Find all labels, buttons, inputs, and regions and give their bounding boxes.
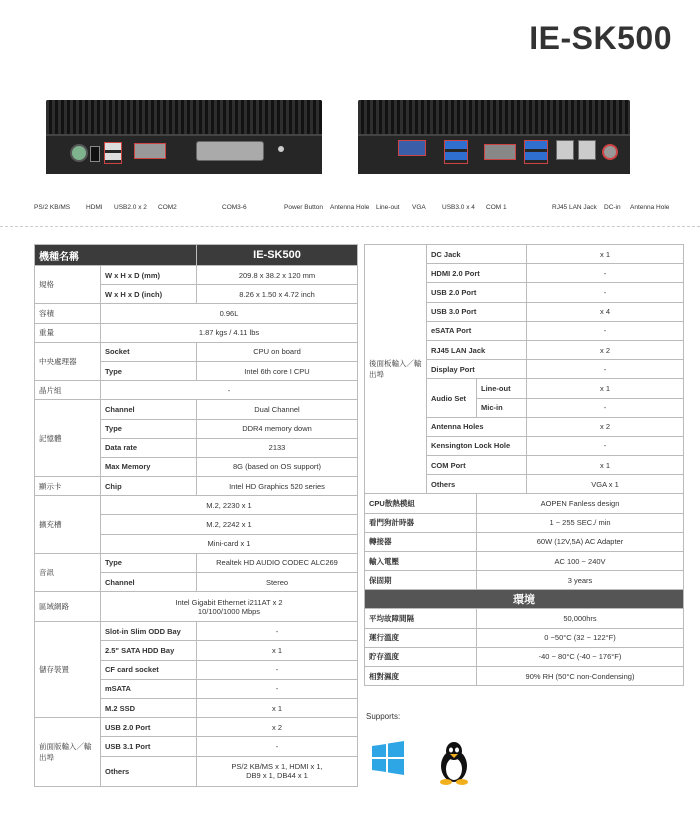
table-row xyxy=(35,622,358,641)
vga-port-icon xyxy=(398,140,426,156)
spec-label: HDMI 2.0 Port xyxy=(427,264,527,283)
header-label: 機種名稱 xyxy=(35,245,197,266)
spec-value: DDR4 memory down xyxy=(197,419,358,438)
table-row xyxy=(35,304,358,323)
spec-label: USB 3.0 Port xyxy=(427,302,527,321)
spec-value: - xyxy=(527,360,684,379)
callout-label: VGA xyxy=(412,204,426,211)
spec-value: Intel 6th core I CPU xyxy=(197,361,358,380)
spec-value: VGA x 1 xyxy=(527,475,684,494)
spec-category: 記憶體 xyxy=(35,400,101,477)
table-row xyxy=(35,592,358,622)
spec-value: 90% RH (50°C non-Condensing) xyxy=(477,666,684,685)
spec-value: Stereo xyxy=(197,573,358,592)
spec-value: x 1 xyxy=(527,379,684,398)
callout-label: PS/2 KB/MS xyxy=(34,204,71,211)
spec-value: M.2, 2230 x 1 xyxy=(101,496,358,515)
spec-label: Max Memory xyxy=(101,457,197,476)
spec-value: Intel Gigabit Ethernet i211AT x 2 10/100/1000 Mbps xyxy=(101,592,358,622)
spec-sublabel: Line-out xyxy=(477,379,527,398)
table-row xyxy=(365,494,684,513)
spec-value: 1 ~ 255 SEC./ min xyxy=(477,513,684,532)
spec-value: x 2 xyxy=(527,417,684,436)
spec-label: mSATA xyxy=(101,679,197,698)
ps2-port-icon xyxy=(70,144,88,162)
spec-value: 0 ~50°C (32 ~ 122°F) xyxy=(477,628,684,647)
usb3-ports-icon xyxy=(444,140,468,164)
spec-label: Audio Set xyxy=(427,379,477,417)
spec-label: 平均故障間隔 xyxy=(365,609,477,628)
windows-icon xyxy=(370,740,406,776)
spec-value: 209.8 x 38.2 x 120 mm xyxy=(197,266,358,285)
spec-value: x 1 xyxy=(197,641,358,660)
spec-label: Others xyxy=(427,475,527,494)
table-row xyxy=(365,532,684,551)
spec-label: eSATA Port xyxy=(427,321,527,340)
spec-value: -40 ~ 80°C (-40 ~ 176°F) xyxy=(477,647,684,666)
spec-category: 區域網路 xyxy=(35,592,101,622)
spec-category: 顯示卡 xyxy=(35,477,101,496)
spec-label: Antenna Holes xyxy=(427,417,527,436)
spec-label: Others xyxy=(101,756,197,786)
spec-label: W x H x D (inch) xyxy=(101,285,197,304)
spec-category: 容積 xyxy=(35,304,101,323)
spec-value: Dual Channel xyxy=(197,400,358,419)
spec-value: Intel HD Graphics 520 series xyxy=(197,477,358,496)
spec-value: 8.26 x 1.50 x 4.72 inch xyxy=(197,285,358,304)
spec-label: CF card socket xyxy=(101,660,197,679)
header-model: IE-SK500 xyxy=(197,245,358,266)
table-row xyxy=(35,553,358,572)
table-row xyxy=(35,496,358,515)
spec-label: Type xyxy=(101,419,197,438)
usb3-ports-icon-2 xyxy=(524,140,548,164)
table-row xyxy=(35,266,358,285)
env-header-row xyxy=(365,590,684,609)
spec-label: 相對濕度 xyxy=(365,666,477,685)
callout-label: RJ45 LAN Jack xyxy=(552,204,597,211)
spec-value: x 1 xyxy=(527,245,684,264)
spec-value: x 1 xyxy=(197,698,358,717)
product-title: IE-SK500 xyxy=(529,20,672,56)
spec-label: DC Jack xyxy=(427,245,527,264)
spec-label: Data rate xyxy=(101,438,197,457)
supports-label: Supports: xyxy=(366,712,401,721)
spec-value: PS/2 KB/MS x 1, HDMI x 1, DB9 x 1, DB44 x 1 xyxy=(197,756,358,786)
callout-label: Antenna Hole xyxy=(630,204,670,211)
linux-tux-icon xyxy=(436,740,472,786)
rj45-port-icon-1 xyxy=(556,140,574,160)
spec-value: x 2 xyxy=(197,718,358,737)
spec-label: Socket xyxy=(101,342,197,361)
spec-value: x 4 xyxy=(527,302,684,321)
spec-value: x 2 xyxy=(527,340,684,359)
table-row xyxy=(365,571,684,590)
callout-label: COM3-6 xyxy=(222,204,247,211)
spec-value: M.2, 2242 x 1 xyxy=(101,515,358,534)
callout-label: Power Button xyxy=(284,204,324,211)
spec-value: - xyxy=(527,436,684,455)
table-row xyxy=(35,400,358,419)
spec-value: AC 100 ~ 240V xyxy=(477,552,684,571)
spec-category: 中央處理器 xyxy=(35,342,101,380)
spec-value: 1.87 kgs / 4.11 lbs xyxy=(101,323,358,342)
spec-sublabel: Mic-in xyxy=(477,398,527,417)
spec-label: USB 2.0 Port xyxy=(101,718,197,737)
spec-value: AOPEN Fanless design xyxy=(477,494,684,513)
callout-label: Antenna Hole xyxy=(330,204,370,211)
table-row xyxy=(365,666,684,685)
usb2-ports-icon xyxy=(104,142,122,164)
spec-label: 看門狗計時器 xyxy=(365,513,477,532)
spec-value: - xyxy=(527,321,684,340)
spec-table-left xyxy=(34,244,358,787)
spec-label: CPU散熱模組 xyxy=(365,494,477,513)
power-button-icon xyxy=(278,146,284,152)
spec-label: Channel xyxy=(101,400,197,419)
port-callouts xyxy=(0,198,700,220)
spec-label: Chip xyxy=(101,477,197,496)
com3-6-port-icon xyxy=(196,141,264,161)
spec-value: - xyxy=(197,679,358,698)
spec-label: W x H x D (mm) xyxy=(101,266,197,285)
spec-value: 8G (based on OS support) xyxy=(197,457,358,476)
table-row xyxy=(365,609,684,628)
spec-value: - xyxy=(197,622,358,641)
spec-label: 貯存溫度 xyxy=(365,647,477,666)
spec-value: - xyxy=(527,264,684,283)
table-row xyxy=(365,513,684,532)
table-row xyxy=(35,381,358,400)
spec-value: 2133 xyxy=(197,438,358,457)
spec-value: - xyxy=(527,283,684,302)
spec-label: Channel xyxy=(101,573,197,592)
rj45-port-icon-2 xyxy=(578,140,596,160)
spec-label: 2.5" SATA HDD Bay xyxy=(101,641,197,660)
front-panel-photo xyxy=(46,100,322,174)
spec-category: 儲存裝置 xyxy=(35,622,101,718)
callout-label: COM2 xyxy=(158,204,177,211)
dc-in-icon xyxy=(602,144,618,160)
spec-value: CPU on board xyxy=(197,342,358,361)
spec-label: Type xyxy=(101,361,197,380)
spec-category: 後面板輸入／輸出埠 xyxy=(365,245,427,494)
spec-value: Mini-card x 1 xyxy=(101,534,358,553)
spec-label: 保固期 xyxy=(365,571,477,590)
callout-label: Line-out xyxy=(376,204,400,211)
spec-value: x 1 xyxy=(527,456,684,475)
spec-value: 60W (12V,5A) AC Adapter xyxy=(477,532,684,551)
callout-label: USB2.0 x 2 xyxy=(114,204,147,211)
spec-table-right xyxy=(364,244,684,686)
table-row xyxy=(35,718,358,737)
spec-label: 轉接器 xyxy=(365,532,477,551)
spec-label: Kensington Lock Hole xyxy=(427,436,527,455)
table-row xyxy=(365,245,684,264)
spec-label: M.2 SSD xyxy=(101,698,197,717)
callout-label: HDMI xyxy=(86,204,103,211)
com2-port-icon xyxy=(134,143,166,159)
table-header xyxy=(35,245,358,266)
table-row xyxy=(35,323,358,342)
spec-value: - xyxy=(197,737,358,756)
spec-value: - xyxy=(101,381,358,400)
table-row xyxy=(365,552,684,571)
rear-panel-photo xyxy=(358,100,630,174)
spec-value: 50,000hrs xyxy=(477,609,684,628)
spec-label: Slot-in Slim ODD Bay xyxy=(101,622,197,641)
spec-value: - xyxy=(197,660,358,679)
spec-label: Type xyxy=(101,553,197,572)
callout-label: DC-in xyxy=(604,204,621,211)
spec-category: 重量 xyxy=(35,323,101,342)
hdmi-port-icon xyxy=(90,146,100,162)
callout-label: COM 1 xyxy=(486,204,507,211)
table-row xyxy=(35,342,358,361)
spec-value: Realtek HD AUDIO CODEC ALC269 xyxy=(197,553,358,572)
spec-category: 前面版輸入／輸出埠 xyxy=(35,718,101,786)
spec-category: 晶片組 xyxy=(35,381,101,400)
spec-label: Display Port xyxy=(427,360,527,379)
spec-label: RJ45 LAN Jack xyxy=(427,340,527,359)
spec-category: 規格 xyxy=(35,266,101,304)
spec-value: - xyxy=(527,398,684,417)
com1-port-icon xyxy=(484,144,516,160)
table-row xyxy=(365,628,684,647)
spec-label: USB 3.1 Port xyxy=(101,737,197,756)
spec-value: 3 years xyxy=(477,571,684,590)
spec-category: 音訊 xyxy=(35,553,101,591)
callout-label: USB3.0 x 4 xyxy=(442,204,475,211)
spec-value: 0.96L xyxy=(101,304,358,323)
spec-label: 輸入電壓 xyxy=(365,552,477,571)
spec-label: COM Port xyxy=(427,456,527,475)
spec-label: USB 2.0 Port xyxy=(427,283,527,302)
spec-category: 擴充槽 xyxy=(35,496,101,554)
table-row xyxy=(35,477,358,496)
table-row xyxy=(365,647,684,666)
env-header: 環境 xyxy=(365,590,684,609)
divider xyxy=(0,226,700,227)
spec-label: 運行溫度 xyxy=(365,628,477,647)
